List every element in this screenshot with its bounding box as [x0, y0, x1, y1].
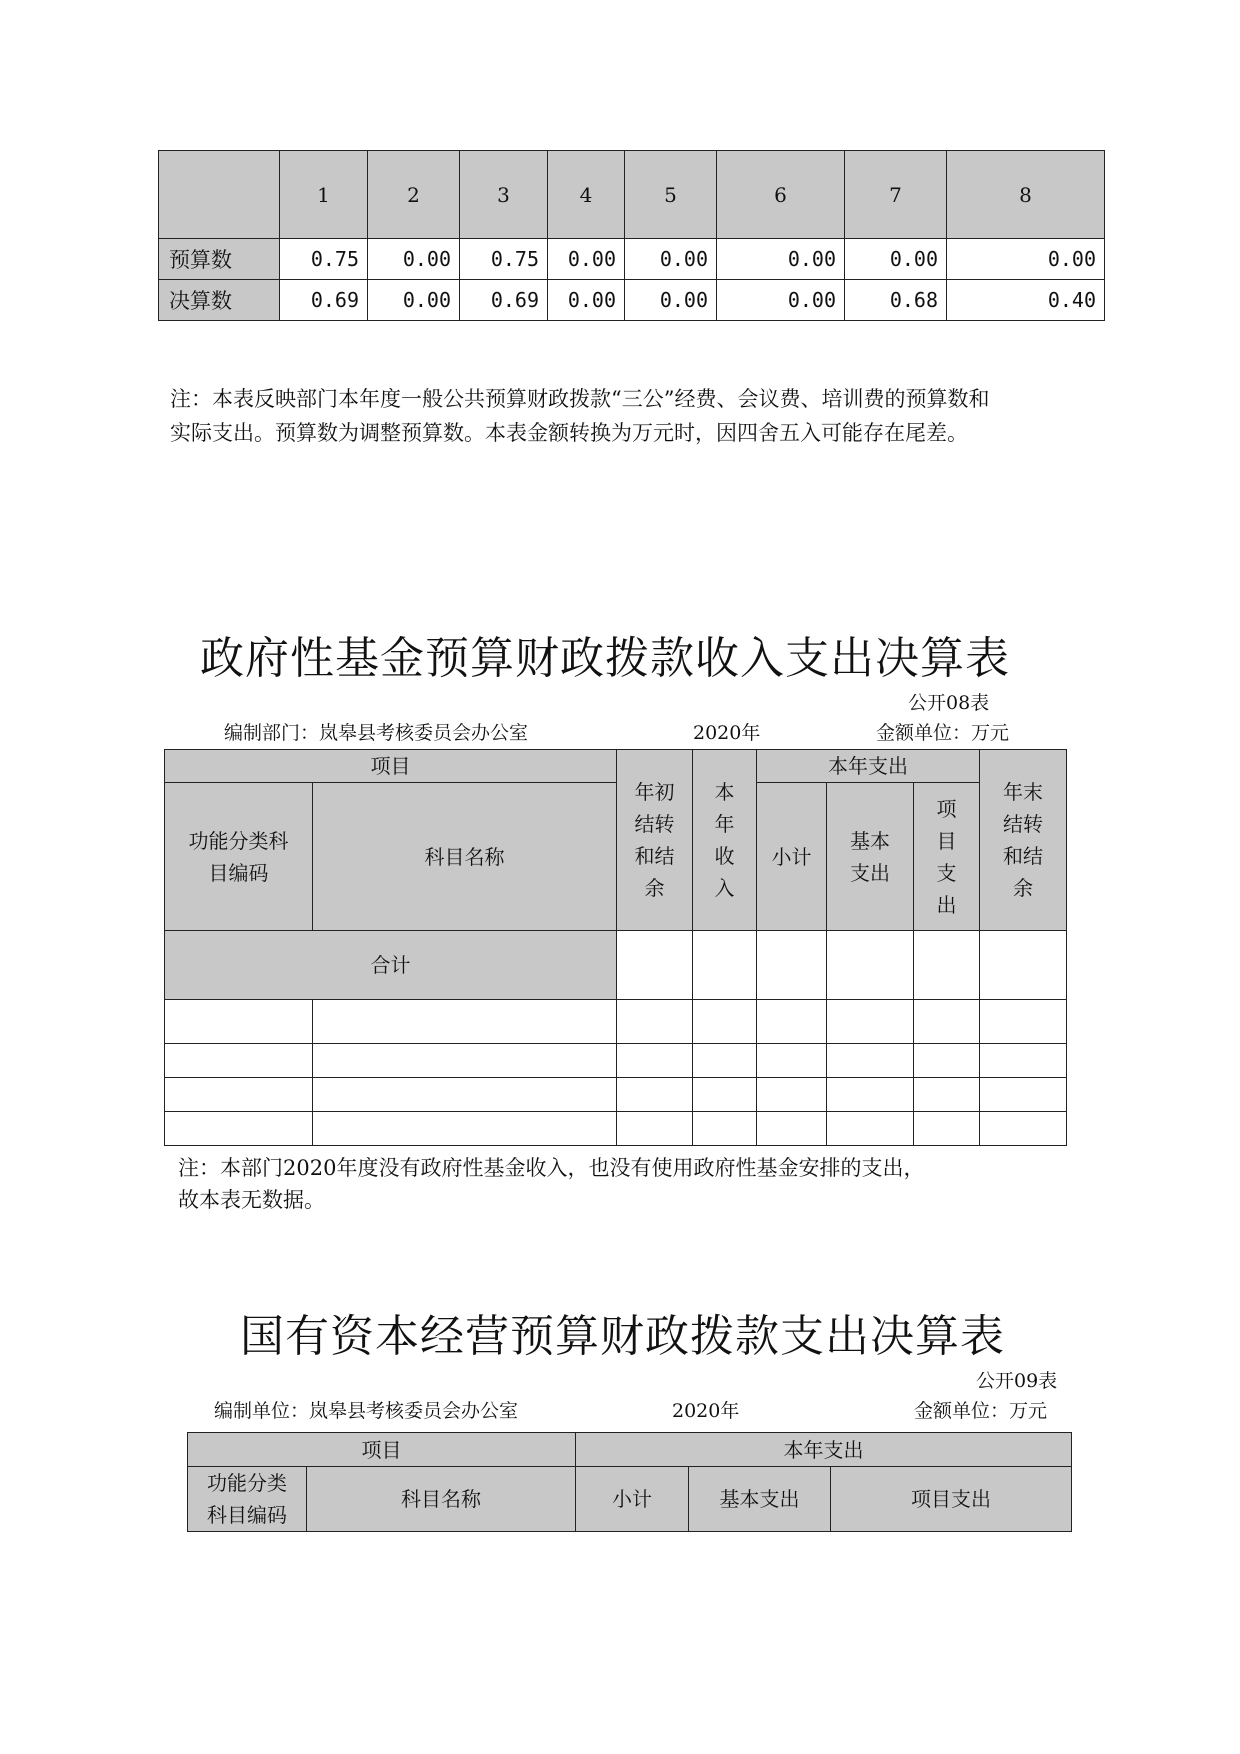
- index-cell: 4: [548, 151, 625, 239]
- header-current-expense: 本年支出: [757, 750, 980, 783]
- value-cell: 0.69: [280, 280, 368, 321]
- header-current-income: 本年收入: [693, 750, 757, 931]
- empty-cell: [980, 931, 1067, 1000]
- section8-code: 公开08表: [908, 692, 990, 714]
- table-row: [165, 1112, 1067, 1146]
- section9-unit-label: 编制单位：岚皋县考核委员会办公室: [214, 1400, 519, 1422]
- header-current-expense: 本年支出: [576, 1433, 1072, 1467]
- header-subtotal: 小计: [576, 1467, 689, 1532]
- table-row: [159, 280, 1105, 321]
- note-line: 故本表无数据。: [178, 1188, 325, 1212]
- table-row: [165, 1044, 1067, 1078]
- index-cell: 3: [460, 151, 548, 239]
- value-cell: 0.69: [460, 280, 548, 321]
- table-row: [165, 1078, 1067, 1112]
- section8-amount-unit: 金额单位：万元: [876, 722, 1010, 744]
- row-label: 决算数: [159, 280, 280, 321]
- header-func-code: 功能分类科目编码: [165, 783, 313, 931]
- note-line: 实际支出。预算数为调整预算数。本表金额转换为万元时，因四舍五入可能存在尾差。: [170, 421, 968, 445]
- value-cell: 0.40: [947, 280, 1105, 321]
- section9-code: 公开09表: [976, 1370, 1058, 1392]
- section9-year: 2020年: [672, 1400, 740, 1422]
- total-row-label: 合计: [165, 931, 617, 1000]
- header-basic-expense: 基本支出: [827, 783, 914, 931]
- value-cell: 0.00: [625, 239, 717, 280]
- index-cell: 5: [625, 151, 717, 239]
- section8-note: [178, 1152, 1118, 1216]
- header-end-balance: 年末结转和结余: [980, 750, 1067, 931]
- note-line: 注：本表反映部门本年度一般公共预算财政拨款“三公”经费、会议费、培训费的预算数和: [170, 387, 990, 411]
- section9-title: 国有资本经营预算财政拨款支出决算表: [240, 1311, 1005, 1362]
- value-cell: 0.00: [368, 280, 460, 321]
- govfund-table: [164, 749, 1067, 1146]
- empty-cell: [827, 931, 914, 1000]
- header-subject-name: 科目名称: [307, 1467, 576, 1532]
- value-cell: 0.00: [548, 280, 625, 321]
- empty-cell: [617, 931, 693, 1000]
- row-label: 预算数: [159, 239, 280, 280]
- header-project: 项目: [165, 750, 617, 783]
- table-row: [165, 1000, 1067, 1044]
- value-cell: 0.00: [947, 239, 1105, 280]
- table-row: [159, 239, 1105, 280]
- empty-cell: [693, 931, 757, 1000]
- value-cell: 0.00: [548, 239, 625, 280]
- sangong-table: [158, 150, 1105, 321]
- index-row: [159, 151, 1105, 239]
- value-cell: 0.68: [845, 280, 947, 321]
- blank-header-cell: [159, 151, 280, 239]
- index-cell: 2: [368, 151, 460, 239]
- header-begin-balance: 年初结转和结余: [617, 750, 693, 931]
- value-cell: 0.00: [845, 239, 947, 280]
- value-cell: 0.00: [625, 280, 717, 321]
- index-cell: 6: [717, 151, 845, 239]
- table1-note: [170, 382, 1130, 450]
- header-project-expense: 项目支出: [831, 1467, 1072, 1532]
- section9-amount-unit: 金额单位：万元: [914, 1400, 1048, 1422]
- value-cell: 0.75: [280, 239, 368, 280]
- index-cell: 7: [845, 151, 947, 239]
- empty-cell: [757, 931, 827, 1000]
- header-basic-expense: 基本支出: [689, 1467, 831, 1532]
- value-cell: 0.75: [460, 239, 548, 280]
- header-func-code: 功能分类 科目编码: [188, 1467, 307, 1532]
- value-cell: 0.00: [368, 239, 460, 280]
- section8-year: 2020年: [693, 722, 761, 744]
- header-subtotal: 小计: [757, 783, 827, 931]
- section8-unit-label: 编制部门：岚皋县考核委员会办公室: [224, 722, 529, 744]
- section8-title: 政府性基金预算财政拨款收入支出决算表: [200, 633, 1010, 684]
- note-line: 注：本部门2020年度没有政府性基金收入，也没有使用政府性基金安排的支出，: [178, 1156, 925, 1180]
- header-project-expense: 项目支出: [914, 783, 980, 931]
- index-cell: 8: [947, 151, 1105, 239]
- header-subject-name: 科目名称: [313, 783, 617, 931]
- header-project: 项目: [188, 1433, 576, 1467]
- value-cell: 0.00: [717, 280, 845, 321]
- empty-cell: [914, 931, 980, 1000]
- value-cell: 0.00: [717, 239, 845, 280]
- state-capital-table: [187, 1432, 1072, 1532]
- index-cell: 1: [280, 151, 368, 239]
